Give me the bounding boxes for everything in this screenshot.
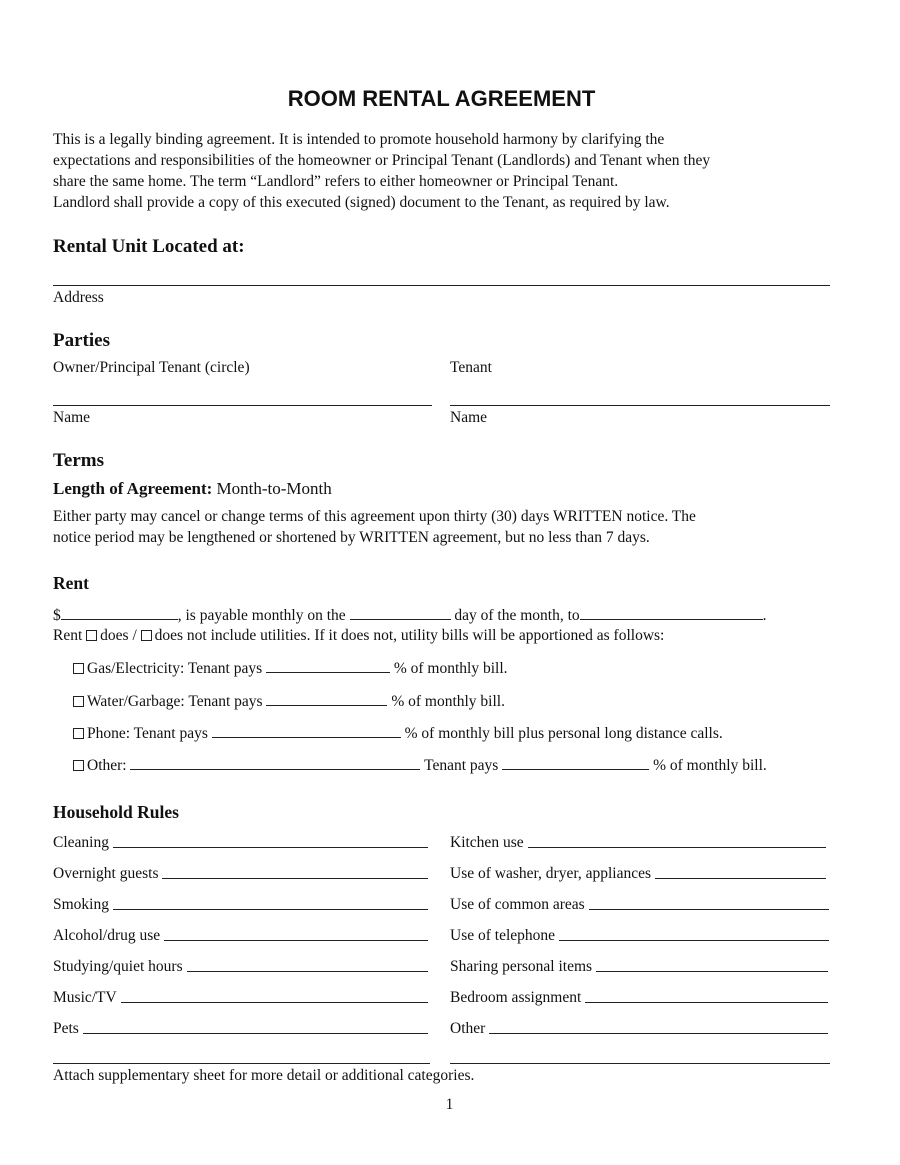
attach-note: Attach supplementary sheet for more detail or additional categories. [53, 1067, 475, 1084]
parties-heading: Parties [53, 330, 110, 351]
other-suffix: % of monthly bill. [653, 757, 767, 774]
day-text: day of the month, to [454, 607, 580, 624]
intro-line: expectations and responsibilities of the homeowner or Principal Tenant (Landlords) and Tenant when they [53, 152, 711, 169]
rule-blank[interactable] [121, 1001, 428, 1003]
rule-pets [53, 1020, 428, 1038]
length-label: Length of Agreement: [53, 479, 213, 498]
does-not-text: does not include utilities. If it does not, utility bills will be apportioned as follows: [154, 627, 665, 644]
intro-line: This is a legally binding agreement. It is intended to promote household harmony by clarifying the [53, 131, 665, 148]
address-line[interactable] [53, 285, 830, 286]
rule-label: Bedroom assignment [450, 989, 582, 1006]
rent-payable-line [53, 606, 767, 625]
water-percent-blank[interactable] [266, 692, 387, 706]
rule-blank[interactable] [589, 908, 829, 910]
length-value: Month-to-Month [216, 479, 332, 498]
gas-percent-blank[interactable] [266, 659, 390, 673]
other-checkbox[interactable] [73, 760, 84, 771]
rule-blank[interactable] [489, 1032, 828, 1034]
rule-blank[interactable] [164, 939, 428, 941]
phone-suffix: % of monthly bill plus personal long distance calls. [404, 725, 723, 742]
rule-cleaning [53, 834, 428, 852]
gas-suffix: % of monthly bill. [393, 660, 508, 677]
payable-text: , is payable monthly on the [177, 607, 346, 624]
does-include-checkbox[interactable] [86, 630, 97, 641]
address-label: Address [53, 289, 104, 306]
owner-name-line[interactable] [53, 405, 432, 406]
owner-name-label: Name [53, 409, 91, 426]
rule-common-areas [450, 896, 829, 914]
rule-label: Smoking [53, 896, 109, 913]
rule-blank[interactable] [187, 970, 428, 972]
rule-music-tv [53, 989, 428, 1007]
rule-label: Use of washer, dryer, appliances [450, 865, 652, 882]
other-description-blank[interactable] [130, 756, 420, 770]
water-checkbox[interactable] [73, 696, 84, 707]
utilities-line [53, 627, 664, 645]
rule-label: Other [450, 1020, 486, 1037]
rule-label: Cleaning [53, 834, 109, 851]
rule-label: Pets [53, 1020, 79, 1037]
rent-heading: Rent [53, 573, 89, 593]
rule-telephone [450, 927, 829, 945]
terms-heading: Terms [53, 450, 105, 471]
rule-blank[interactable] [585, 1001, 828, 1003]
rule-blank[interactable] [596, 970, 828, 972]
phone-percent-blank[interactable] [212, 724, 401, 738]
utility-phone [73, 724, 723, 743]
rent-word: Rent [53, 627, 83, 644]
phone-label: Phone: Tenant pays [87, 725, 208, 742]
tenant-name-label: Name [450, 409, 488, 426]
rent-amount-blank[interactable] [61, 606, 178, 620]
rule-smoking [53, 896, 428, 914]
rule-washer-dryer [450, 865, 826, 883]
water-suffix: % of monthly bill. [391, 693, 505, 710]
gas-label: Gas/Electricity: Tenant pays [87, 660, 263, 677]
notice-line: notice period may be lengthened or shortened by WRITTEN agreement, but no less than 7 days. [53, 529, 650, 546]
rule-label: Sharing personal items [450, 958, 593, 975]
rule-bedroom [450, 989, 828, 1007]
does-not-include-checkbox[interactable] [141, 630, 152, 641]
intro-line: share the same home. The term “Landlord” refers to either homeowner or Principal Tenant. [53, 173, 619, 190]
rule-overnight-guests [53, 865, 428, 883]
extra-rule-line-right[interactable] [450, 1063, 830, 1064]
rule-blank[interactable] [655, 877, 826, 879]
utility-gas [73, 659, 508, 678]
other-label: Other: [87, 757, 127, 774]
household-rules-heading: Household Rules [53, 802, 179, 822]
rule-label: Kitchen use [450, 834, 524, 851]
rule-label: Use of common areas [450, 896, 585, 913]
rule-kitchen-use [450, 834, 826, 852]
rent-day-blank[interactable] [350, 606, 451, 620]
page-number: 1 [445, 1096, 454, 1113]
intro-line: Landlord shall provide a copy of this executed (signed) document to the Tenant, as required by law. [53, 194, 670, 211]
tenant-name-line[interactable] [450, 405, 830, 406]
rule-blank[interactable] [528, 846, 826, 848]
tenant-label: Tenant [450, 359, 492, 376]
does-text: does / [100, 627, 137, 644]
phone-checkbox[interactable] [73, 728, 84, 739]
length-of-agreement [53, 479, 332, 499]
rule-alcohol [53, 927, 428, 945]
other-percent-blank[interactable] [502, 756, 649, 770]
period: . [762, 607, 767, 624]
rule-blank[interactable] [113, 846, 428, 848]
water-label: Water/Garbage: Tenant pays [87, 693, 263, 710]
rental-unit-heading: Rental Unit Located at: [53, 236, 245, 257]
other-middle: Tenant pays [424, 757, 499, 774]
rental-agreement-page [53, 0, 830, 1165]
rule-label: Use of telephone [450, 927, 556, 944]
document-title: ROOM RENTAL AGREEMENT [287, 86, 596, 111]
utility-other [73, 756, 767, 775]
notice-line: Either party may cancel or change terms of this agreement upon thirty (30) days WRITTEN notice. The [53, 508, 696, 525]
dollar-sign: $ [53, 607, 61, 624]
rule-studying [53, 958, 428, 976]
gas-checkbox[interactable] [73, 663, 84, 674]
rule-blank[interactable] [162, 877, 428, 879]
rule-sharing-items [450, 958, 828, 976]
utility-water [73, 692, 505, 711]
owner-label: Owner/Principal Tenant (circle) [53, 359, 250, 376]
rule-label: Overnight guests [53, 865, 159, 882]
rule-blank[interactable] [83, 1032, 428, 1034]
rule-label: Alcohol/drug use [53, 927, 161, 944]
extra-rule-line-left[interactable] [53, 1063, 430, 1064]
intro-paragraph [53, 129, 830, 213]
rent-payee-blank[interactable] [580, 606, 763, 620]
rule-label: Music/TV [53, 989, 117, 1006]
notice-paragraph [53, 506, 830, 548]
rule-blank[interactable] [113, 908, 428, 910]
rule-other [450, 1020, 828, 1038]
rule-blank[interactable] [559, 939, 829, 941]
rule-label: Studying/quiet hours [53, 958, 183, 975]
